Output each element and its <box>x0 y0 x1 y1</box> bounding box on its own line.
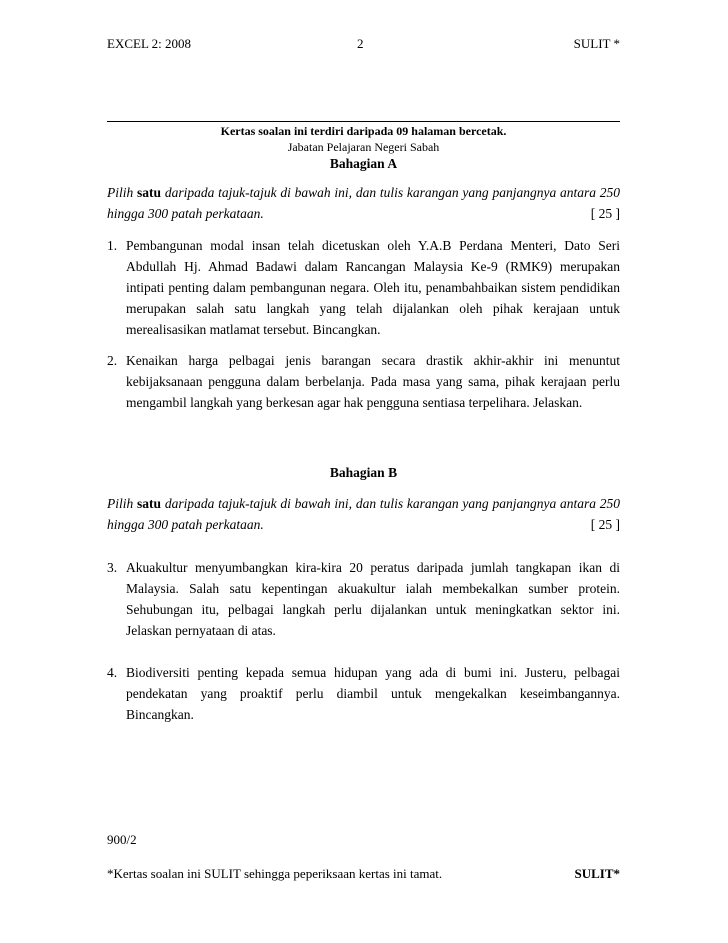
section-b-instruction <box>107 493 620 535</box>
header-divider <box>107 121 620 122</box>
paper-code: 900/2 <box>107 832 137 847</box>
instruction-bold: satu <box>137 496 162 511</box>
question-number: 2. <box>107 353 118 368</box>
question-2 <box>107 350 620 413</box>
instruction-bold: satu <box>137 185 162 200</box>
header-classification: SULIT * <box>573 36 620 51</box>
section-a-instruction <box>107 182 620 224</box>
question-text: Pembangunan modal insan telah dicetuskan oleh Y.A.B Perdana Menteri, Dato Seri Abdullah Hj. Ahmad Badawi dalam Rancangan Malaysia Ke-9 (RMK9) merupakan intipati penting dalam pembangunan negara. Oleh itu, penambahbaikan sistem pendidikan merupakan salah satu langkah yang telah dijalankan oleh pihak kerajaan untuk merealisasikan matlamat tersebut. Bincangkan. <box>126 238 620 337</box>
instruction-pre: Pilih <box>107 185 134 200</box>
footer-classification: SULIT* <box>574 866 620 881</box>
section-a-title: Bahagian A <box>329 156 398 171</box>
instruction-post: daripada tajuk-tajuk di bawah ini, dan tulis karangan yang panjangnya antara 250 hingga 300 patah perkataan. <box>107 496 621 532</box>
question-number: 3. <box>107 560 118 575</box>
question-1 <box>107 235 620 340</box>
header-exam-name: EXCEL 2: 2008 <box>107 36 192 51</box>
question-text: Akuakultur menyumbangkan kira-kira 20 peratus daripada jumlah tangkapan ikan di Malaysia. Salah satu kepentingan akuakultur ialah membekalkan sumber protein. Sehubungan itu, pelbagai langkah perlu dijalankan untuk meningkatkan sektor ini. Jelaskan pernyataan di atas. <box>126 560 620 638</box>
instruction-post: daripada tajuk-tajuk di bawah ini, dan tulis karangan yang panjangnya antara 250 hingga 300 patah perkataan. <box>107 185 621 221</box>
section-b-title: Bahagian B <box>329 465 398 480</box>
question-text: Biodiversiti penting kepada semua hidupan yang ada di bumi ini. Justeru, pelbagai pendekatan yang proaktif perlu diambil untuk mengekalkan keseimbangannya. Bincangkan. <box>126 665 620 722</box>
question-number: 4. <box>107 665 118 680</box>
footer-note: *Kertas soalan ini SULIT sehingga peperiksaan kertas ini tamat. <box>107 866 443 881</box>
question-text: Kenaikan harga pelbagai jenis barangan secara drastik akhir-akhir ini menuntut kebijaksanaan pengguna dalam berbelanja. Pada masa yang sama, pihak kerajaan perlu mengambil langkah yang berkesan agar hak pengguna sentiasa terpelihara. Jelaskan. <box>126 353 620 410</box>
page-number: 2 <box>357 36 364 51</box>
instruction-pre: Pilih <box>107 496 134 511</box>
question-3 <box>107 557 620 641</box>
question-4 <box>107 662 620 725</box>
page-count-note: Kertas soalan ini terdiri daripada 09 halaman bercetak. <box>220 124 507 138</box>
question-number: 1. <box>107 238 118 253</box>
marks-label: [ 25 ] <box>590 206 620 221</box>
marks-label: [ 25 ] <box>590 517 620 532</box>
department-name: Jabatan Pelajaran Negeri Sabah <box>287 140 440 154</box>
